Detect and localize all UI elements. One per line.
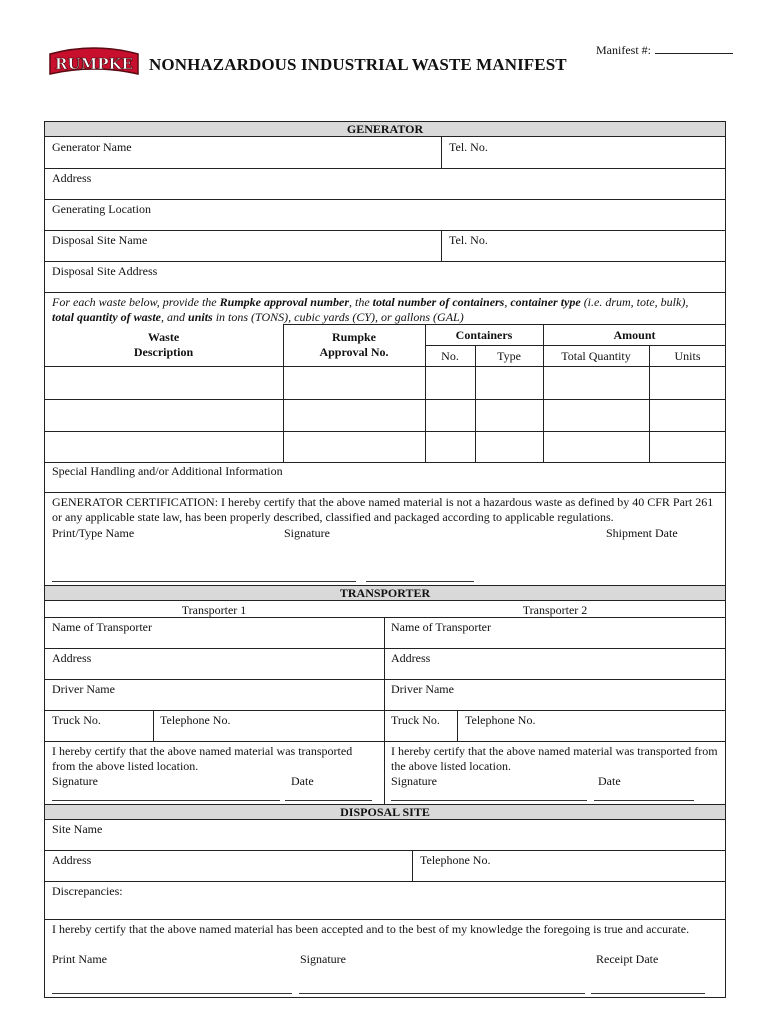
divider bbox=[153, 710, 154, 741]
table-row-divider bbox=[44, 399, 726, 400]
t1-driver-label: Driver Name bbox=[52, 682, 115, 696]
disposal-print-name-label: Print Name bbox=[52, 952, 107, 966]
receipt-date-label: Receipt Date bbox=[596, 952, 659, 966]
t2-truck-label: Truck No. bbox=[391, 713, 440, 727]
t1-phone-label: Telephone No. bbox=[160, 713, 231, 727]
manifest-number-label: Manifest #: bbox=[596, 43, 651, 57]
row-divider bbox=[44, 292, 726, 293]
t2-signature-line[interactable] bbox=[391, 800, 587, 801]
disposal-site-name-label: Disposal Site Name bbox=[52, 233, 148, 247]
t1-date-line[interactable] bbox=[285, 800, 372, 801]
units-header: Units bbox=[674, 349, 701, 363]
disposal-site-tel-label: Tel. No. bbox=[449, 233, 488, 247]
approval-header-line2: Approval No. bbox=[319, 345, 389, 359]
t2-date-line[interactable] bbox=[594, 800, 694, 801]
t2-signature-label: Signature bbox=[391, 774, 437, 788]
divider bbox=[441, 230, 442, 261]
row-divider bbox=[44, 741, 726, 742]
row-divider bbox=[44, 648, 726, 649]
disposal-phone-label: Telephone No. bbox=[420, 853, 491, 867]
amount-header: Amount bbox=[613, 328, 656, 342]
approval-header-line1: Rumpke bbox=[331, 330, 376, 344]
t1-signature-line[interactable] bbox=[52, 800, 280, 801]
row-divider bbox=[44, 230, 726, 231]
generator-section-header: GENERATOR bbox=[44, 121, 726, 137]
t2-driver-label: Driver Name bbox=[391, 682, 454, 696]
t2-date-label: Date bbox=[598, 774, 621, 788]
generator-print-name-label: Print/Type Name bbox=[52, 526, 135, 540]
manifest-form bbox=[44, 121, 726, 998]
special-handling-label: Special Handling and/or Additional Information bbox=[52, 464, 283, 478]
t2-address-label: Address bbox=[391, 651, 431, 665]
row-divider bbox=[44, 168, 726, 169]
shipment-date-label: Shipment Date bbox=[606, 526, 678, 540]
rumpke-logo bbox=[48, 44, 140, 80]
t1-signature-label: Signature bbox=[52, 774, 98, 788]
containers-type-header: Type bbox=[497, 349, 521, 363]
disposal-signature-line[interactable] bbox=[299, 993, 585, 994]
table-header-bottom bbox=[44, 366, 726, 367]
disposal-address-label: Address bbox=[52, 853, 92, 867]
generator-address-label: Address bbox=[52, 171, 92, 185]
row-divider bbox=[44, 710, 726, 711]
generator-certification: GENERATOR CERTIFICATION: I hereby certify that the above named material is not a hazardous waste as defined by 40 CFR Part 261 or any applicable state law, has been properly described, classified and packaged according to applicable regulations. bbox=[52, 495, 714, 524]
row-divider bbox=[44, 492, 726, 493]
t1-address-label: Address bbox=[52, 651, 92, 665]
table-row-divider bbox=[44, 431, 726, 432]
manifest-number-field[interactable] bbox=[596, 43, 733, 58]
generator-signature-label: Signature bbox=[284, 526, 330, 540]
waste-header-line2: Description bbox=[133, 345, 194, 359]
table-col-divider bbox=[425, 324, 426, 462]
containers-header: Containers bbox=[455, 328, 513, 342]
t2-certification: I hereby certify that the above named material was transported from the above listed location. bbox=[391, 744, 718, 773]
generator-signature-line[interactable] bbox=[366, 581, 474, 582]
divider bbox=[457, 710, 458, 741]
transporter-1-title: Transporter 1 bbox=[181, 603, 247, 617]
site-name-label: Site Name bbox=[52, 822, 103, 836]
table-bottom bbox=[44, 462, 726, 463]
row-divider bbox=[44, 881, 726, 882]
t2-name-label: Name of Transporter bbox=[391, 620, 491, 634]
generator-tel-label: Tel. No. bbox=[449, 140, 488, 154]
t1-truck-label: Truck No. bbox=[52, 713, 101, 727]
disposal-site-address-label: Disposal Site Address bbox=[52, 264, 158, 278]
generator-print-name-line[interactable] bbox=[52, 581, 356, 582]
t1-name-label: Name of Transporter bbox=[52, 620, 152, 634]
t1-date-label: Date bbox=[291, 774, 314, 788]
containers-no-header: No. bbox=[441, 349, 459, 363]
t2-phone-label: Telephone No. bbox=[465, 713, 536, 727]
logo-text: RUMPKE bbox=[55, 55, 133, 73]
table-top-rule bbox=[283, 324, 726, 325]
row-divider bbox=[44, 679, 726, 680]
row-divider bbox=[44, 199, 726, 200]
disposal-signature-label: Signature bbox=[300, 952, 346, 966]
receipt-date-line[interactable] bbox=[591, 993, 705, 994]
divider bbox=[441, 137, 442, 168]
t1-certification: I hereby certify that the above named material was transported from the above listed location. bbox=[52, 744, 353, 773]
transporter-section-header: TRANSPORTER bbox=[44, 585, 726, 601]
row-divider bbox=[44, 919, 726, 920]
disposal-certification: I hereby certify that the above named material has been accepted and to the best of my knowledge the foregoing is true and accurate. bbox=[52, 922, 690, 936]
document-title: NONHAZARDOUS INDUSTRIAL WASTE MANIFEST bbox=[149, 55, 567, 74]
total-quantity-header: Total Quantity bbox=[561, 349, 631, 363]
transporter-2-title: Transporter 2 bbox=[522, 603, 588, 617]
generator-name-label: Generator Name bbox=[52, 140, 132, 154]
disposal-section-header: DISPOSAL SITE bbox=[44, 804, 726, 820]
waste-instructions: For each waste below, provide the Rumpke approval number, the total number of containers, container type (i.e. drum, tote, bulk), total quantity of waste, and units in tons (TONS), cubic yards (CY), or gallons (GAL) bbox=[52, 295, 689, 324]
row-divider bbox=[44, 617, 726, 618]
table-subheader-rule bbox=[425, 345, 726, 346]
row-divider bbox=[44, 850, 726, 851]
disposal-print-name-line[interactable] bbox=[52, 993, 292, 994]
waste-header-line1: Waste bbox=[147, 330, 180, 344]
row-divider bbox=[44, 261, 726, 262]
divider bbox=[412, 850, 413, 881]
discrepancies-label: Discrepancies: bbox=[52, 884, 123, 898]
generating-location-label: Generating Location bbox=[52, 202, 151, 216]
manifest-number-line[interactable] bbox=[655, 43, 733, 54]
table-col-divider bbox=[543, 324, 544, 462]
